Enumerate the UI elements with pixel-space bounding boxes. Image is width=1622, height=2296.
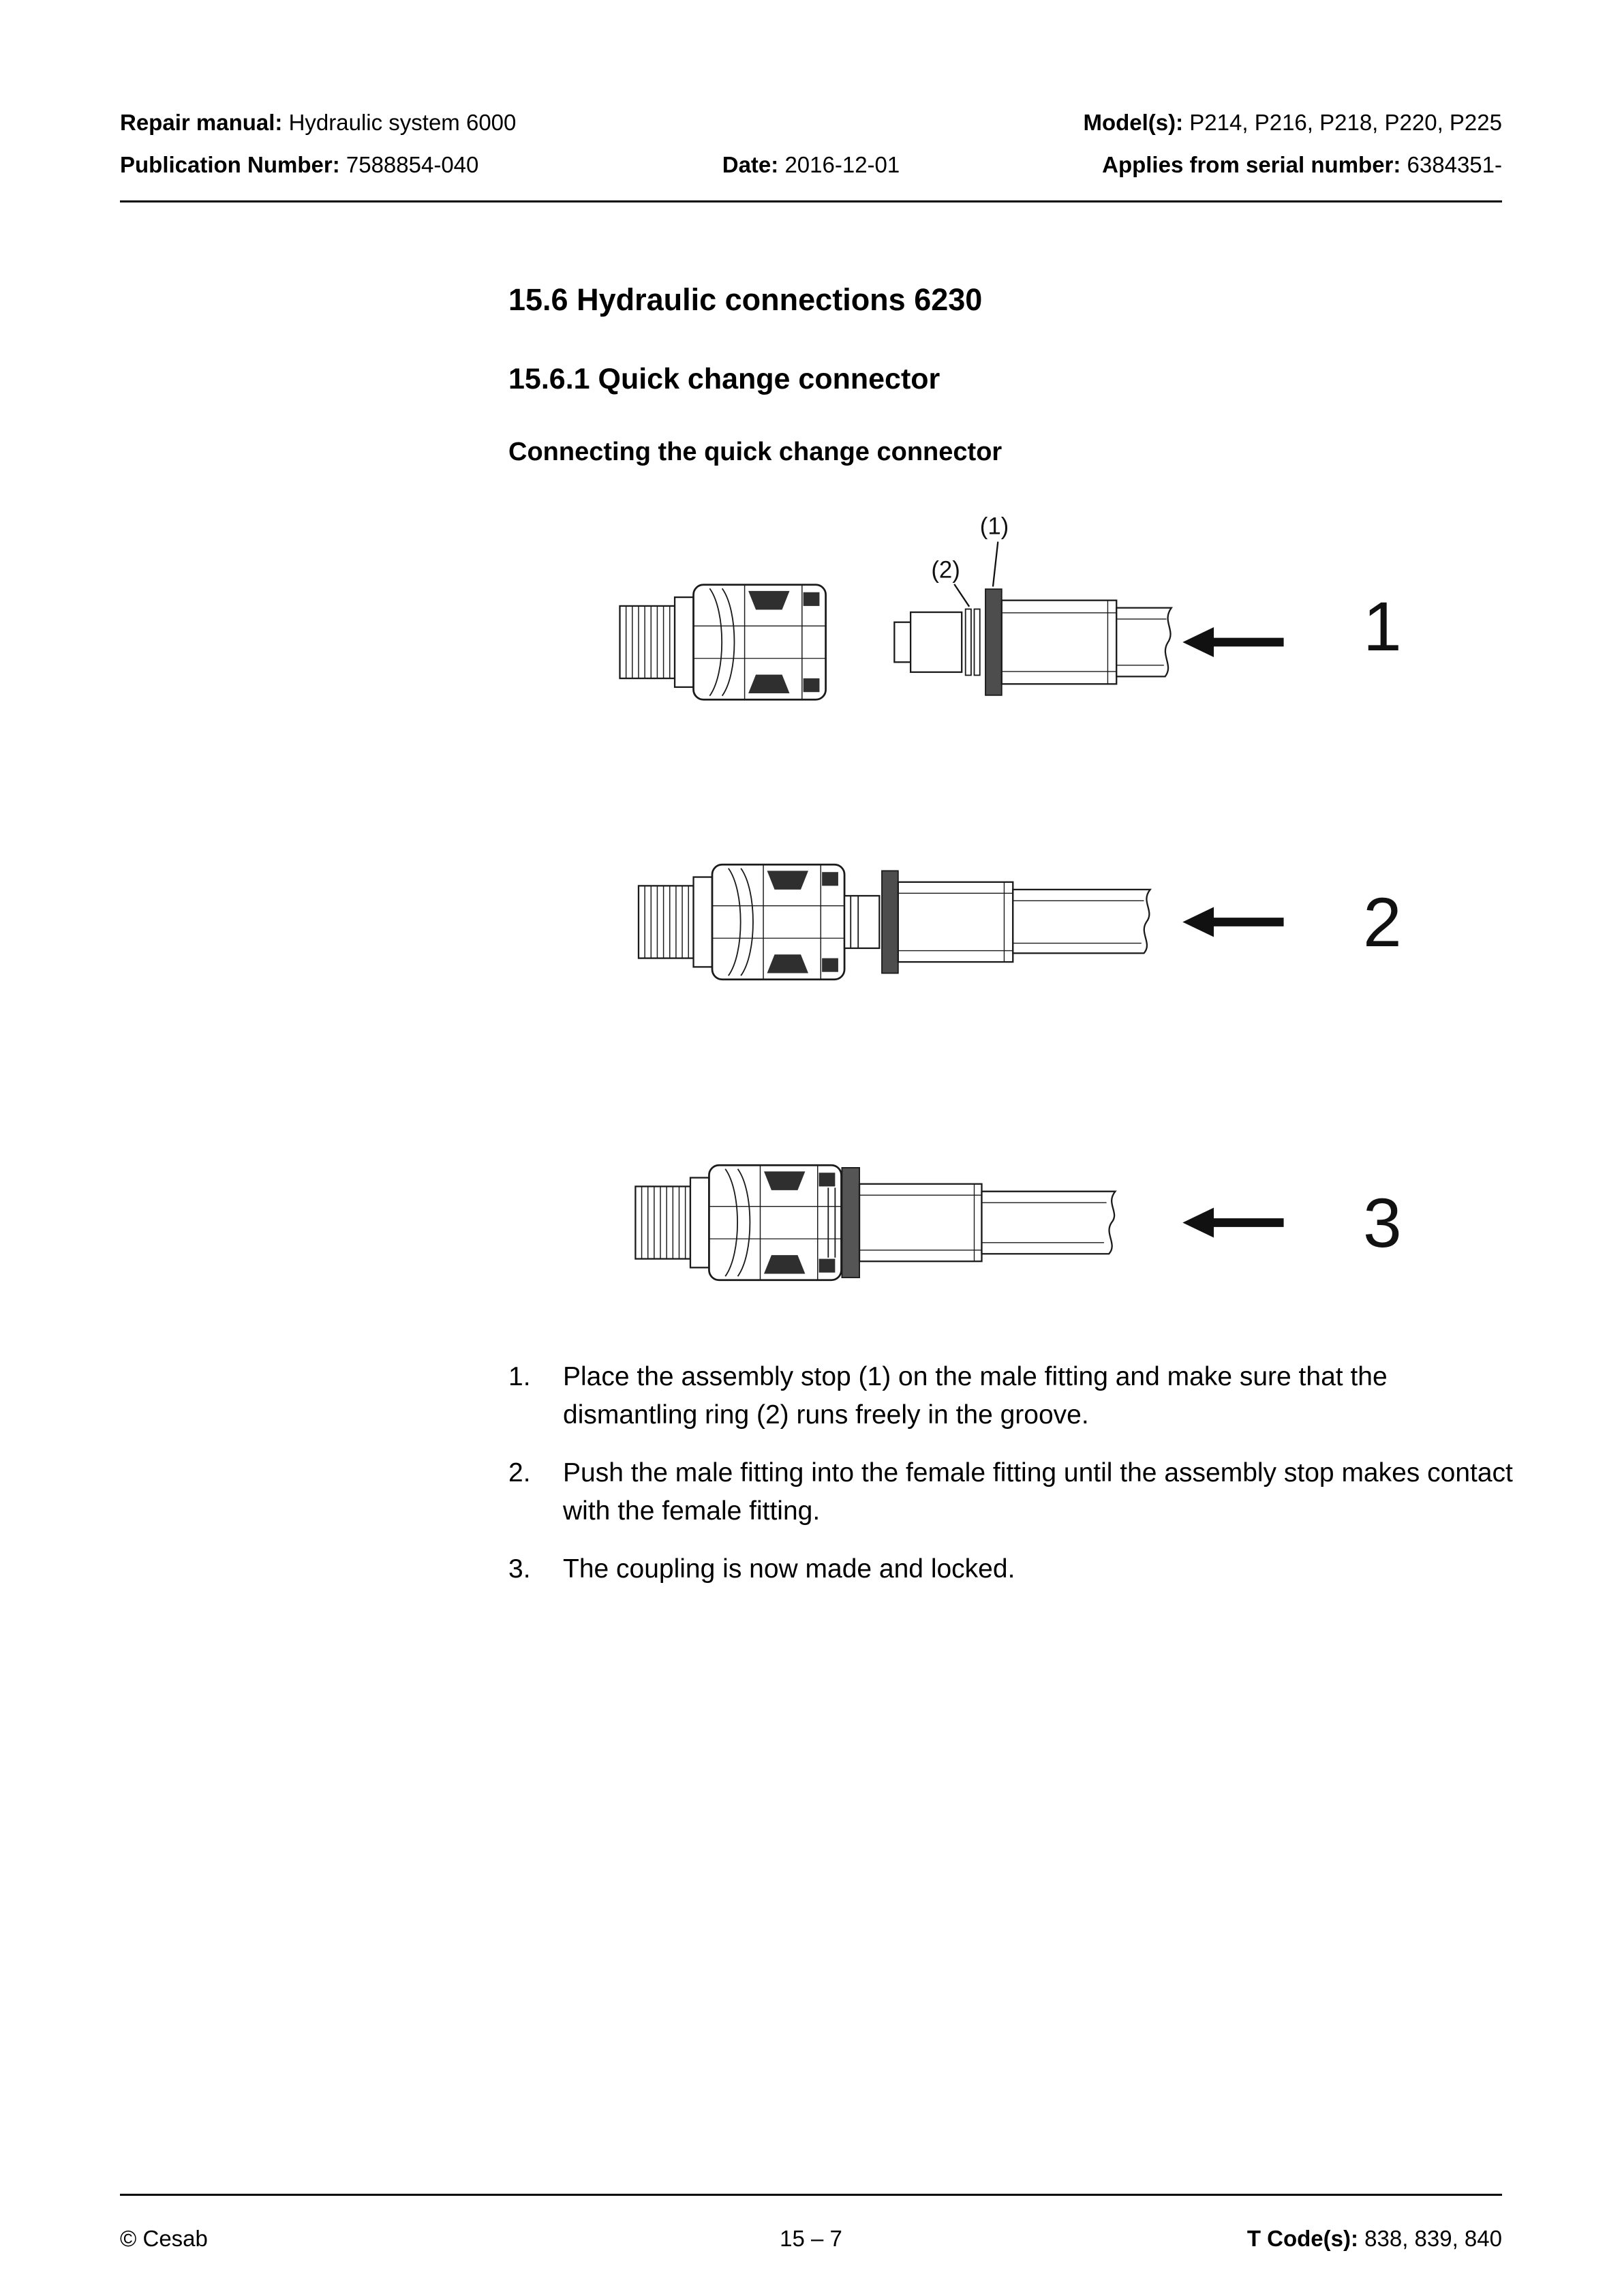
list-item-text: The coupling is now made and locked. bbox=[563, 1554, 1015, 1584]
models-value: P214, P216, P218, P220, P225 bbox=[1189, 110, 1502, 135]
date-label: Date: bbox=[722, 151, 779, 177]
header-row-2 bbox=[120, 150, 1502, 181]
assembly-stop bbox=[882, 871, 898, 973]
list-item bbox=[508, 1550, 1502, 1588]
figure-caption: Connecting the quick change connector bbox=[508, 437, 1003, 466]
tcodes-field bbox=[1041, 2226, 1502, 2252]
arrow-left-icon bbox=[1182, 627, 1283, 657]
date-value: 2016-12-01 bbox=[784, 151, 900, 177]
callout-2-leader-line bbox=[954, 584, 969, 607]
publication-number-field bbox=[120, 150, 722, 181]
figure-step-number: 1 bbox=[1363, 588, 1402, 666]
models-label: Model(s): bbox=[1083, 110, 1184, 135]
plug-nose bbox=[844, 896, 879, 949]
figure-step-number: 3 bbox=[1363, 1183, 1402, 1262]
list-item bbox=[508, 1358, 1502, 1434]
connector-diagram-2 bbox=[616, 822, 1340, 1022]
page-number: 15 – 7 bbox=[780, 2226, 842, 2251]
list-item-text: Place the assembly stop (1) on the male fitting and make sure that the dismantling ring (2) runs freely in the groove. bbox=[563, 1362, 1388, 1430]
male-fitting bbox=[619, 585, 825, 699]
copyright: © Cesab bbox=[120, 2226, 208, 2251]
list-item-text: Push the male fitting into the female fitting until the assembly stop makes contact with the female fitting. bbox=[563, 1458, 1513, 1526]
section-heading: 15.6 Hydraulic connections 6230 bbox=[508, 282, 983, 318]
assembly-stop bbox=[842, 1168, 859, 1278]
publication-number-label: Publication Number: bbox=[120, 151, 340, 177]
male-fitting bbox=[635, 1166, 841, 1280]
serial-number-value: 6384351- bbox=[1407, 151, 1503, 177]
connector-diagram-1 bbox=[616, 502, 1340, 751]
arrow-left-icon bbox=[1182, 907, 1283, 937]
page-footer bbox=[120, 2194, 1502, 2252]
list-item-marker: 2. bbox=[508, 1458, 531, 1488]
callout-1-leader-line bbox=[993, 542, 998, 587]
figure-step-2 bbox=[616, 822, 1502, 1022]
page-content bbox=[508, 282, 1513, 1588]
arrow-left-icon bbox=[1182, 1208, 1283, 1238]
figure-stack bbox=[616, 502, 1502, 1323]
serial-number-label: Applies from serial number: bbox=[1102, 151, 1401, 177]
tcodes-label: T Code(s): bbox=[1246, 2226, 1358, 2251]
figure-step-3 bbox=[616, 1123, 1502, 1323]
repair-manual-value: Hydraulic system 6000 bbox=[288, 110, 517, 135]
plug-nose bbox=[911, 612, 962, 672]
figure-step-number: 2 bbox=[1363, 883, 1402, 961]
female-fitting bbox=[828, 1168, 1115, 1278]
list-item-marker: 1. bbox=[508, 1362, 531, 1392]
repair-manual-label: Repair manual: bbox=[120, 110, 283, 135]
connector-diagram-3 bbox=[616, 1123, 1340, 1323]
plug-nose-tip bbox=[894, 622, 911, 663]
female-body bbox=[898, 882, 1013, 962]
assembly-stop bbox=[985, 589, 1002, 695]
page-header bbox=[120, 108, 1502, 202]
callout-1-label: (1) bbox=[979, 513, 1009, 540]
header-row-1 bbox=[120, 108, 1502, 138]
publication-number-value: 7588854-040 bbox=[346, 151, 479, 177]
header-rule bbox=[120, 200, 1502, 202]
models-field bbox=[1083, 108, 1502, 138]
list-item bbox=[508, 1454, 1513, 1530]
figure-step-1 bbox=[616, 502, 1502, 751]
hose bbox=[981, 1192, 1115, 1254]
male-fitting bbox=[639, 865, 844, 980]
instruction-list bbox=[508, 1358, 1513, 1588]
female-fitting bbox=[894, 589, 1171, 695]
list-item-marker: 3. bbox=[508, 1554, 531, 1584]
serial-number-field bbox=[900, 150, 1502, 181]
callout-2-label: (2) bbox=[931, 557, 960, 584]
subsection-heading: 15.6.1 Quick change connector bbox=[508, 363, 940, 396]
hose bbox=[1116, 608, 1172, 677]
repair-manual-field bbox=[120, 108, 516, 138]
date-field bbox=[722, 150, 900, 181]
dismantling-ring bbox=[975, 609, 980, 676]
dismantling-ring bbox=[966, 609, 971, 676]
tcodes-value: 838, 839, 840 bbox=[1364, 2226, 1502, 2251]
female-fitting bbox=[844, 871, 1150, 973]
